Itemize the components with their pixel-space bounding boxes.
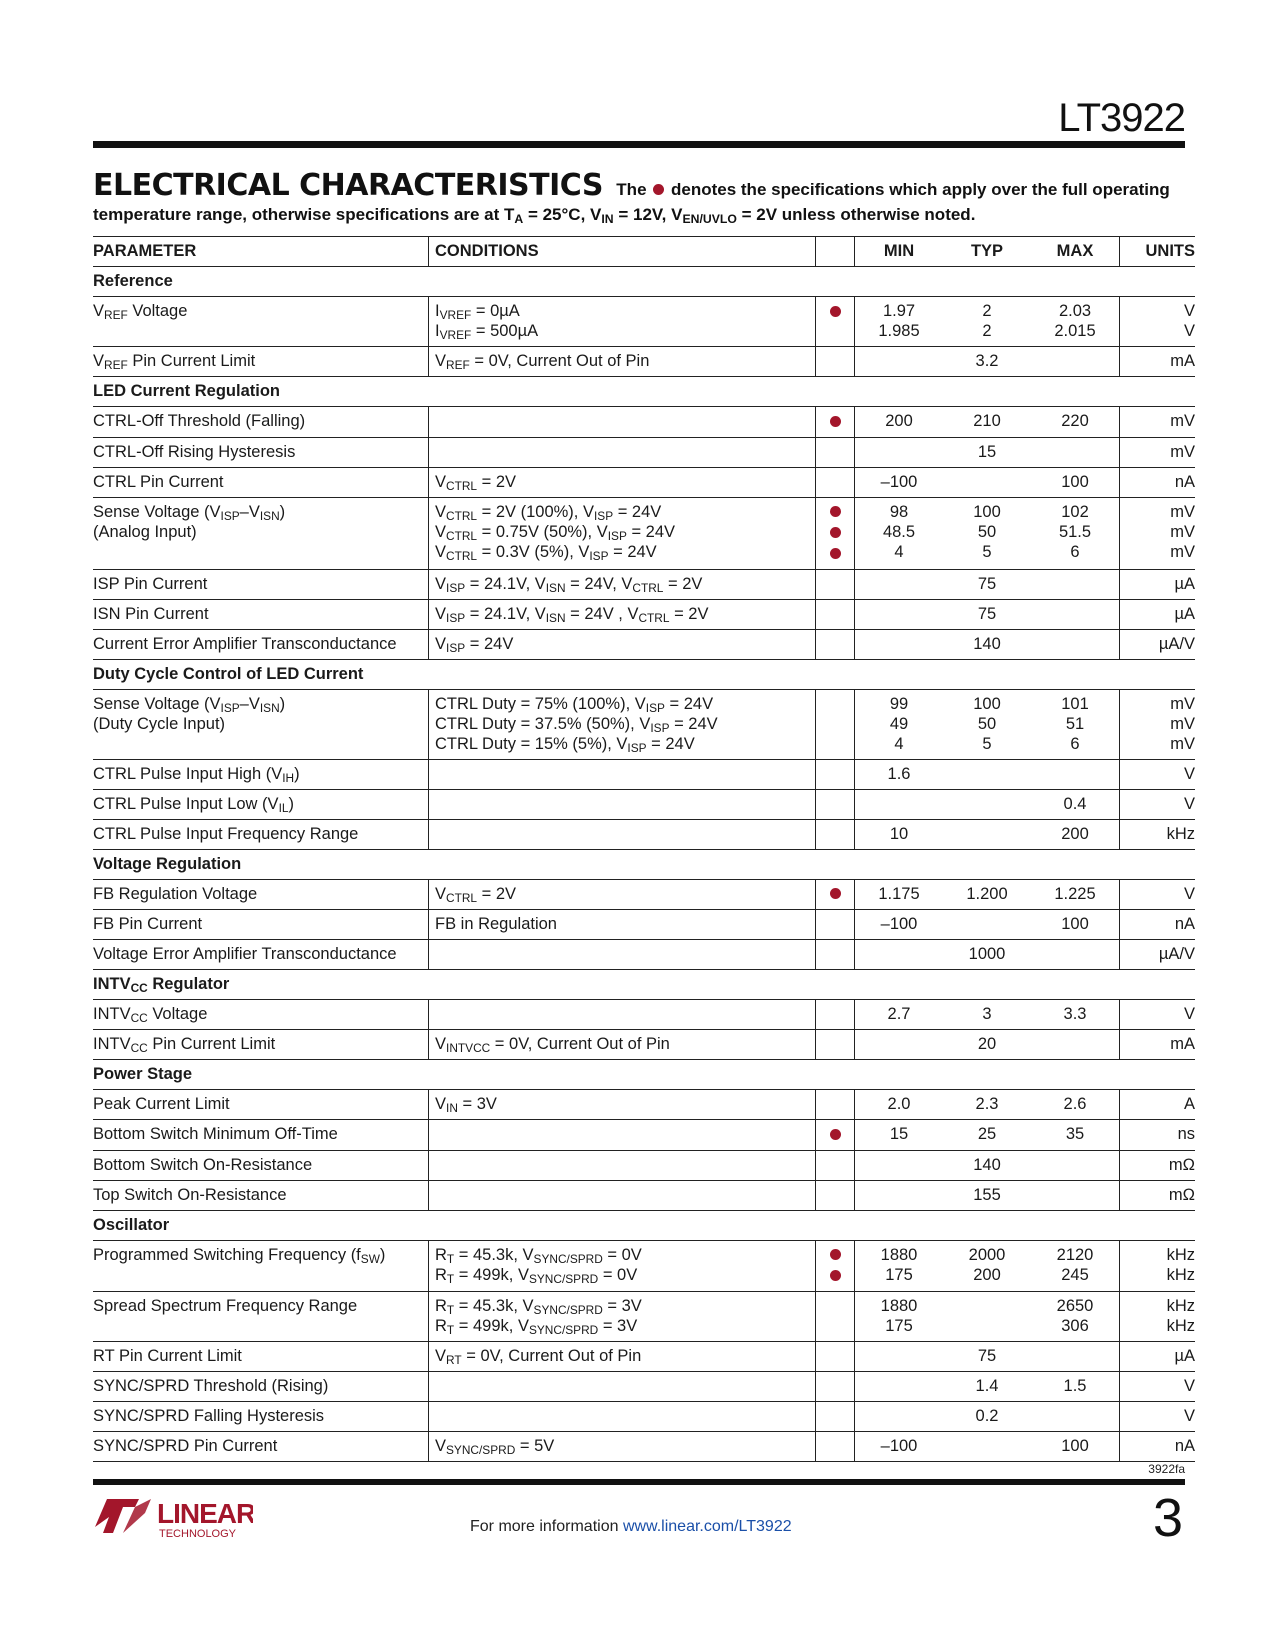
- max-cell: 1.225: [1031, 879, 1120, 910]
- units-cell: V: [1120, 1000, 1196, 1030]
- parameter-cell: ISN Pin Current: [93, 599, 429, 629]
- max-cell: 100: [1031, 467, 1120, 497]
- max-cell: 220: [1031, 407, 1120, 438]
- table-row: [93, 1120, 1195, 1151]
- table-row: [93, 1090, 1195, 1120]
- dot-cell: [816, 407, 855, 438]
- dot-cell: [816, 1150, 855, 1180]
- dot-cell: [816, 1030, 855, 1060]
- min-cell: [855, 1402, 944, 1432]
- parameter-cell: Peak Current Limit: [93, 1090, 429, 1120]
- conditions-cell: $V_{RT} = 0V$, Current Out of Pin: [429, 1342, 816, 1372]
- typ-cell: 2 2: [943, 297, 1031, 347]
- typ-cell: [943, 910, 1031, 940]
- conditions-cell: $R_T = 45.3k$, $V_{SYNC/SPRD} = 0V$ $R_T = 499k$, $V_{SYNC/SPRD} = 0V$: [429, 1240, 816, 1291]
- section-header-row: [93, 659, 1195, 689]
- min-cell: [855, 1372, 944, 1402]
- max-cell: [1031, 1402, 1120, 1432]
- full-temp-range-dot-icon: [830, 1249, 841, 1260]
- min-cell: [855, 437, 944, 467]
- conditions-cell: [429, 1180, 816, 1210]
- typ-cell: 140: [943, 629, 1031, 659]
- table-row: [93, 879, 1195, 910]
- conditions-cell: [429, 407, 816, 438]
- units-cell: nA: [1120, 910, 1196, 940]
- parameter-cell: $V_{REF}$ Pin Current Limit: [93, 347, 429, 377]
- conditions-cell: [429, 819, 816, 849]
- dot-cell: [816, 599, 855, 629]
- min-cell: [855, 1150, 944, 1180]
- max-cell: 100: [1031, 1432, 1120, 1462]
- table-row: [93, 599, 1195, 629]
- min-cell: [855, 1030, 944, 1060]
- min-cell: [855, 569, 944, 599]
- table-row: [93, 759, 1195, 789]
- conditions-cell: [429, 1372, 816, 1402]
- typ-cell: 1.4: [943, 1372, 1031, 1402]
- typ-cell: 210: [943, 407, 1031, 438]
- table-row: [93, 940, 1195, 970]
- datasheet-link[interactable]: www.linear.com/LT3922: [622, 1518, 792, 1535]
- col-min: MIN: [855, 237, 944, 267]
- dot-cell: [816, 1180, 855, 1210]
- table-row: [93, 910, 1195, 940]
- col-parameter: PARAMETER: [93, 237, 429, 267]
- units-cell: V: [1120, 759, 1196, 789]
- section-title: $INTV_{CC}$ Regulator: [93, 970, 1195, 1000]
- table-body: [93, 267, 1195, 1462]
- conditions-cell: $V_{REF} = 0V$, Current Out of Pin: [429, 347, 816, 377]
- typ-cell: 75: [943, 599, 1031, 629]
- dot-cell: [816, 1342, 855, 1372]
- full-temp-range-dot-icon: [830, 506, 841, 517]
- units-cell: V: [1120, 1372, 1196, 1402]
- units-cell: ns: [1120, 1120, 1196, 1151]
- table-row: [93, 1292, 1195, 1342]
- conditions-cell: CTRL Duty = 75% (100%), $V_{ISP} = 24V$ CTRL Duty = 37.5% (50%), $V_{ISP} = 24V$ CTRL Duty = 15% (5%), $V_{ISP} = 24V$: [429, 689, 816, 759]
- col-units: UNITS: [1120, 237, 1196, 267]
- typ-cell: 3: [943, 1000, 1031, 1030]
- typ-cell: 75: [943, 569, 1031, 599]
- typ-cell: [943, 467, 1031, 497]
- typ-cell: [943, 789, 1031, 819]
- full-temp-range-dot-icon: [830, 548, 841, 559]
- max-cell: [1031, 599, 1120, 629]
- dot-cell: [816, 297, 855, 347]
- conditions-cell: $V_{ISP} = 24.1V$, $V_{ISN} = 24V$ , $V_{CTRL} = 2V$: [429, 599, 816, 629]
- col-max: MAX: [1031, 237, 1120, 267]
- table-row: [93, 1240, 1195, 1291]
- footer-rule: [93, 1479, 1185, 1485]
- min-cell: [855, 1180, 944, 1210]
- units-cell: V: [1120, 1402, 1196, 1432]
- min-cell: [855, 940, 944, 970]
- table-header-row: [93, 237, 1195, 267]
- min-cell: 2.0: [855, 1090, 944, 1120]
- full-temp-range-dot-icon: [830, 527, 841, 538]
- dot-cell: [816, 789, 855, 819]
- dot-cell: [816, 879, 855, 910]
- max-cell: [1031, 1030, 1120, 1060]
- section-title: Voltage Regulation: [93, 849, 1195, 879]
- conditions-cell: $V_{SYNC/SPRD} = 5V$: [429, 1432, 816, 1462]
- section-header-row: [93, 1210, 1195, 1240]
- typ-cell: 15: [943, 437, 1031, 467]
- parameter-cell: $INTV_{CC}$ Voltage: [93, 1000, 429, 1030]
- parameter-cell: Sense Voltage $(V_{ISP}-V_{ISN})$ (Analog Input): [93, 497, 429, 569]
- conditions-cell: [429, 940, 816, 970]
- parameter-cell: CTRL-Off Threshold (Falling): [93, 407, 429, 438]
- section-header-row: [93, 1060, 1195, 1090]
- typ-cell: 0.2: [943, 1402, 1031, 1432]
- bullet-dot-icon: [653, 184, 664, 195]
- full-temp-range-dot-icon: [830, 1270, 841, 1281]
- section-title: LED Current Regulation: [93, 377, 1195, 407]
- typ-cell: [943, 759, 1031, 789]
- typ-cell: 2000 200: [943, 1240, 1031, 1291]
- conditions-cell: $V_{CTRL} = 2V$: [429, 467, 816, 497]
- section-title: Power Stage: [93, 1060, 1195, 1090]
- section-heading: [93, 168, 1185, 225]
- dot-cell: [816, 629, 855, 659]
- parameter-cell: CTRL Pulse Input Frequency Range: [93, 819, 429, 849]
- col-dot: [816, 237, 855, 267]
- conditions-cell: $V_{IN} = 3V$: [429, 1090, 816, 1120]
- dot-cell: [816, 1000, 855, 1030]
- max-cell: [1031, 629, 1120, 659]
- units-cell: nA: [1120, 467, 1196, 497]
- page-number: 3: [1152, 1488, 1183, 1548]
- min-cell: [855, 599, 944, 629]
- parameter-cell: Top Switch On-Resistance: [93, 1180, 429, 1210]
- table-row: [93, 789, 1195, 819]
- max-cell: [1031, 569, 1120, 599]
- typ-cell: 140: [943, 1150, 1031, 1180]
- min-cell: 1880 175: [855, 1292, 944, 1342]
- col-conditions: CONDITIONS: [429, 237, 816, 267]
- parameter-cell: Sense Voltage $(V_{ISP}-V_{ISN})$ (Duty Cycle Input): [93, 689, 429, 759]
- parameter-cell: $INTV_{CC}$ Pin Current Limit: [93, 1030, 429, 1060]
- table-row: [93, 1150, 1195, 1180]
- units-cell: V: [1120, 879, 1196, 910]
- typ-cell: 100 50 5: [943, 689, 1031, 759]
- typ-cell: 20: [943, 1030, 1031, 1060]
- table-row: [93, 1000, 1195, 1030]
- max-cell: 200: [1031, 819, 1120, 849]
- parameter-cell: Voltage Error Amplifier Transconductance: [93, 940, 429, 970]
- table-row: [93, 1180, 1195, 1210]
- parameter-cell: Bottom Switch Minimum Off-Time: [93, 1120, 429, 1151]
- header-rule: [93, 141, 1185, 148]
- section-header-row: [93, 849, 1195, 879]
- typ-cell: [943, 1292, 1031, 1342]
- parameter-cell: Bottom Switch On-Resistance: [93, 1150, 429, 1180]
- dot-cell: [816, 569, 855, 599]
- conditions-cell: $V_{CTRL} = 2V$: [429, 879, 816, 910]
- min-cell: –100: [855, 467, 944, 497]
- max-cell: 3.3: [1031, 1000, 1120, 1030]
- units-cell: A: [1120, 1090, 1196, 1120]
- table-row: [93, 467, 1195, 497]
- min-cell: [855, 1342, 944, 1372]
- max-cell: 35: [1031, 1120, 1120, 1151]
- parameter-cell: Current Error Amplifier Transconductance: [93, 629, 429, 659]
- logo-word: LINEAR: [157, 1498, 253, 1529]
- min-cell: 10: [855, 819, 944, 849]
- max-cell: 2650 306: [1031, 1292, 1120, 1342]
- units-cell: mV: [1120, 407, 1196, 438]
- max-cell: 100: [1031, 910, 1120, 940]
- full-temp-range-dot-icon: [830, 1129, 841, 1140]
- units-cell: µA: [1120, 599, 1196, 629]
- units-cell: mA: [1120, 347, 1196, 377]
- section-title: ELECTRICAL CHARACTERISTICS: [93, 168, 603, 203]
- typ-cell: 3.2: [943, 347, 1031, 377]
- min-cell: –100: [855, 910, 944, 940]
- table-row: [93, 1030, 1195, 1060]
- table-row: [93, 819, 1195, 849]
- max-cell: [1031, 940, 1120, 970]
- min-cell: 1.6: [855, 759, 944, 789]
- min-cell: 98 48.5 4: [855, 497, 944, 569]
- table-row: [93, 437, 1195, 467]
- min-cell: 99 49 4: [855, 689, 944, 759]
- parameter-cell: SYNC/SPRD Pin Current: [93, 1432, 429, 1462]
- conditions-cell: [429, 1120, 816, 1151]
- max-cell: 102 51.5 6: [1031, 497, 1120, 569]
- section-header-row: [93, 377, 1195, 407]
- units-cell: kHz kHz: [1120, 1292, 1196, 1342]
- max-cell: 0.4: [1031, 789, 1120, 819]
- parameter-cell: CTRL Pulse Input Low $(V_{IL})$: [93, 789, 429, 819]
- min-cell: 1880 175: [855, 1240, 944, 1291]
- min-cell: 200: [855, 407, 944, 438]
- table-row: [93, 297, 1195, 347]
- parameter-cell: CTRL Pin Current: [93, 467, 429, 497]
- max-cell: [1031, 1342, 1120, 1372]
- typ-cell: 75: [943, 1342, 1031, 1372]
- parameter-cell: FB Pin Current: [93, 910, 429, 940]
- full-temp-range-dot-icon: [830, 888, 841, 899]
- max-cell: [1031, 437, 1120, 467]
- units-cell: mA: [1120, 1030, 1196, 1060]
- table-row: [93, 497, 1195, 569]
- logo-sub: TECHNOLOGY: [159, 1528, 237, 1540]
- conditions-cell: [429, 437, 816, 467]
- conditions-cell: [429, 789, 816, 819]
- table-row: [93, 569, 1195, 599]
- section-header-row: [93, 267, 1195, 297]
- parameter-cell: CTRL Pulse Input High $(V_{IH})$: [93, 759, 429, 789]
- units-cell: kHz kHz: [1120, 1240, 1196, 1291]
- parameter-cell: Programmed Switching Frequency $(f_{SW})$: [93, 1240, 429, 1291]
- min-cell: 1.97 1.985: [855, 297, 944, 347]
- dot-cell: [816, 347, 855, 377]
- min-cell: –100: [855, 1432, 944, 1462]
- units-cell: kHz: [1120, 819, 1196, 849]
- conditions-cell: [429, 1000, 816, 1030]
- parameter-cell: Spread Spectrum Frequency Range: [93, 1292, 429, 1342]
- parameter-cell: ISP Pin Current: [93, 569, 429, 599]
- parameter-cell: FB Regulation Voltage: [93, 879, 429, 910]
- units-cell: µA/V: [1120, 629, 1196, 659]
- min-cell: [855, 629, 944, 659]
- table-row: [93, 1432, 1195, 1462]
- conditions-cell: [429, 1150, 816, 1180]
- heading-note: The denotes the specifications which apply over the full operating: [616, 180, 1170, 199]
- max-cell: 101 51 6: [1031, 689, 1120, 759]
- min-cell: [855, 347, 944, 377]
- linear-technology-logo: [93, 1493, 253, 1546]
- min-cell: [855, 789, 944, 819]
- dot-cell: [816, 689, 855, 759]
- parameter-cell: SYNC/SPRD Threshold (Rising): [93, 1372, 429, 1402]
- table-row: [93, 1372, 1195, 1402]
- typ-cell: 25: [943, 1120, 1031, 1151]
- dot-cell: [816, 1292, 855, 1342]
- min-cell: 15: [855, 1120, 944, 1151]
- table-row: [93, 347, 1195, 377]
- parameter-cell: RT Pin Current Limit: [93, 1342, 429, 1372]
- dot-cell: [816, 437, 855, 467]
- units-cell: mV: [1120, 437, 1196, 467]
- full-temp-range-dot-icon: [830, 306, 841, 317]
- heading-conditions: temperature range, otherwise specifications are at $T_A = 25^\circ C$, $V_{IN} = 12V$, $V_{EN/UVLO} = 2V$ unless otherwise noted.: [93, 205, 976, 226]
- parameter-cell: SYNC/SPRD Falling Hysteresis: [93, 1402, 429, 1432]
- parameter-cell: CTRL-Off Rising Hysteresis: [93, 437, 429, 467]
- units-cell: mV mV mV: [1120, 497, 1196, 569]
- doc-id: 3922fa: [1148, 1462, 1185, 1476]
- max-cell: [1031, 1180, 1120, 1210]
- dot-cell: [816, 1090, 855, 1120]
- typ-cell: 2.3: [943, 1090, 1031, 1120]
- section-title: Duty Cycle Control of LED Current: [93, 659, 1195, 689]
- part-number: LT3922: [1058, 96, 1185, 140]
- dot-cell: [816, 910, 855, 940]
- units-cell: µA: [1120, 569, 1196, 599]
- col-typ: TYP: [943, 237, 1031, 267]
- typ-cell: [943, 819, 1031, 849]
- electrical-characteristics-table: [93, 236, 1195, 1462]
- conditions-cell: $I_{VREF} = 0\mu A$ $I_{VREF} = 500\mu A$: [429, 297, 816, 347]
- conditions-cell: $R_T = 45.3k$, $V_{SYNC/SPRD} = 3V$ $R_T = 499k$, $V_{SYNC/SPRD} = 3V$: [429, 1292, 816, 1342]
- max-cell: 2.6: [1031, 1090, 1120, 1120]
- dot-cell: [816, 497, 855, 569]
- conditions-cell: $V_{CTRL} = 2V$ (100%), $V_{ISP} = 24V$ $V_{CTRL} = 0.75V$ (50%), $V_{ISP} = 24V$ $V_{CTRL} = 0.3V$ (5%), $V_{ISP} = 24V$: [429, 497, 816, 569]
- units-cell: mV mV mV: [1120, 689, 1196, 759]
- dot-cell: [816, 940, 855, 970]
- units-cell: mΩ: [1120, 1180, 1196, 1210]
- table-row: [93, 689, 1195, 759]
- section-title: Oscillator: [93, 1210, 1195, 1240]
- max-cell: 2120 245: [1031, 1240, 1120, 1291]
- conditions-cell: FB in Regulation: [429, 910, 816, 940]
- table-row: [93, 1342, 1195, 1372]
- max-cell: [1031, 347, 1120, 377]
- typ-cell: 100 50 5: [943, 497, 1031, 569]
- conditions-cell: $V_{ISP} = 24V$: [429, 629, 816, 659]
- dot-cell: [816, 1432, 855, 1462]
- conditions-cell: [429, 1402, 816, 1432]
- units-cell: mΩ: [1120, 1150, 1196, 1180]
- units-cell: µA/V: [1120, 940, 1196, 970]
- units-cell: V V: [1120, 297, 1196, 347]
- dot-cell: [816, 819, 855, 849]
- section-title: Reference: [93, 267, 1195, 297]
- section-header-row: [93, 970, 1195, 1000]
- table-row: [93, 629, 1195, 659]
- table-row: [93, 1402, 1195, 1432]
- typ-cell: 155: [943, 1180, 1031, 1210]
- parameter-cell: $V_{REF}$ Voltage: [93, 297, 429, 347]
- units-cell: V: [1120, 789, 1196, 819]
- max-cell: 2.03 2.015: [1031, 297, 1120, 347]
- max-cell: 1.5: [1031, 1372, 1120, 1402]
- footer-info: For more information www.linear.com/LT3922: [470, 1518, 792, 1535]
- typ-cell: [943, 1432, 1031, 1462]
- dot-cell: [816, 1240, 855, 1291]
- conditions-cell: [429, 759, 816, 789]
- dot-cell: [816, 1402, 855, 1432]
- units-cell: µA: [1120, 1342, 1196, 1372]
- dot-cell: [816, 467, 855, 497]
- units-cell: nA: [1120, 1432, 1196, 1462]
- conditions-cell: $V_{INTVCC} = 0V$, Current Out of Pin: [429, 1030, 816, 1060]
- conditions-cell: $V_{ISP} = 24.1V$, $V_{ISN} = 24V$, $V_{CTRL} = 2V$: [429, 569, 816, 599]
- typ-cell: 1000: [943, 940, 1031, 970]
- dot-cell: [816, 1120, 855, 1151]
- typ-cell: 1.200: [943, 879, 1031, 910]
- table-row: [93, 407, 1195, 438]
- full-temp-range-dot-icon: [830, 416, 841, 427]
- dot-cell: [816, 1372, 855, 1402]
- min-cell: 2.7: [855, 1000, 944, 1030]
- max-cell: [1031, 1150, 1120, 1180]
- dot-cell: [816, 759, 855, 789]
- max-cell: [1031, 759, 1120, 789]
- min-cell: 1.175: [855, 879, 944, 910]
